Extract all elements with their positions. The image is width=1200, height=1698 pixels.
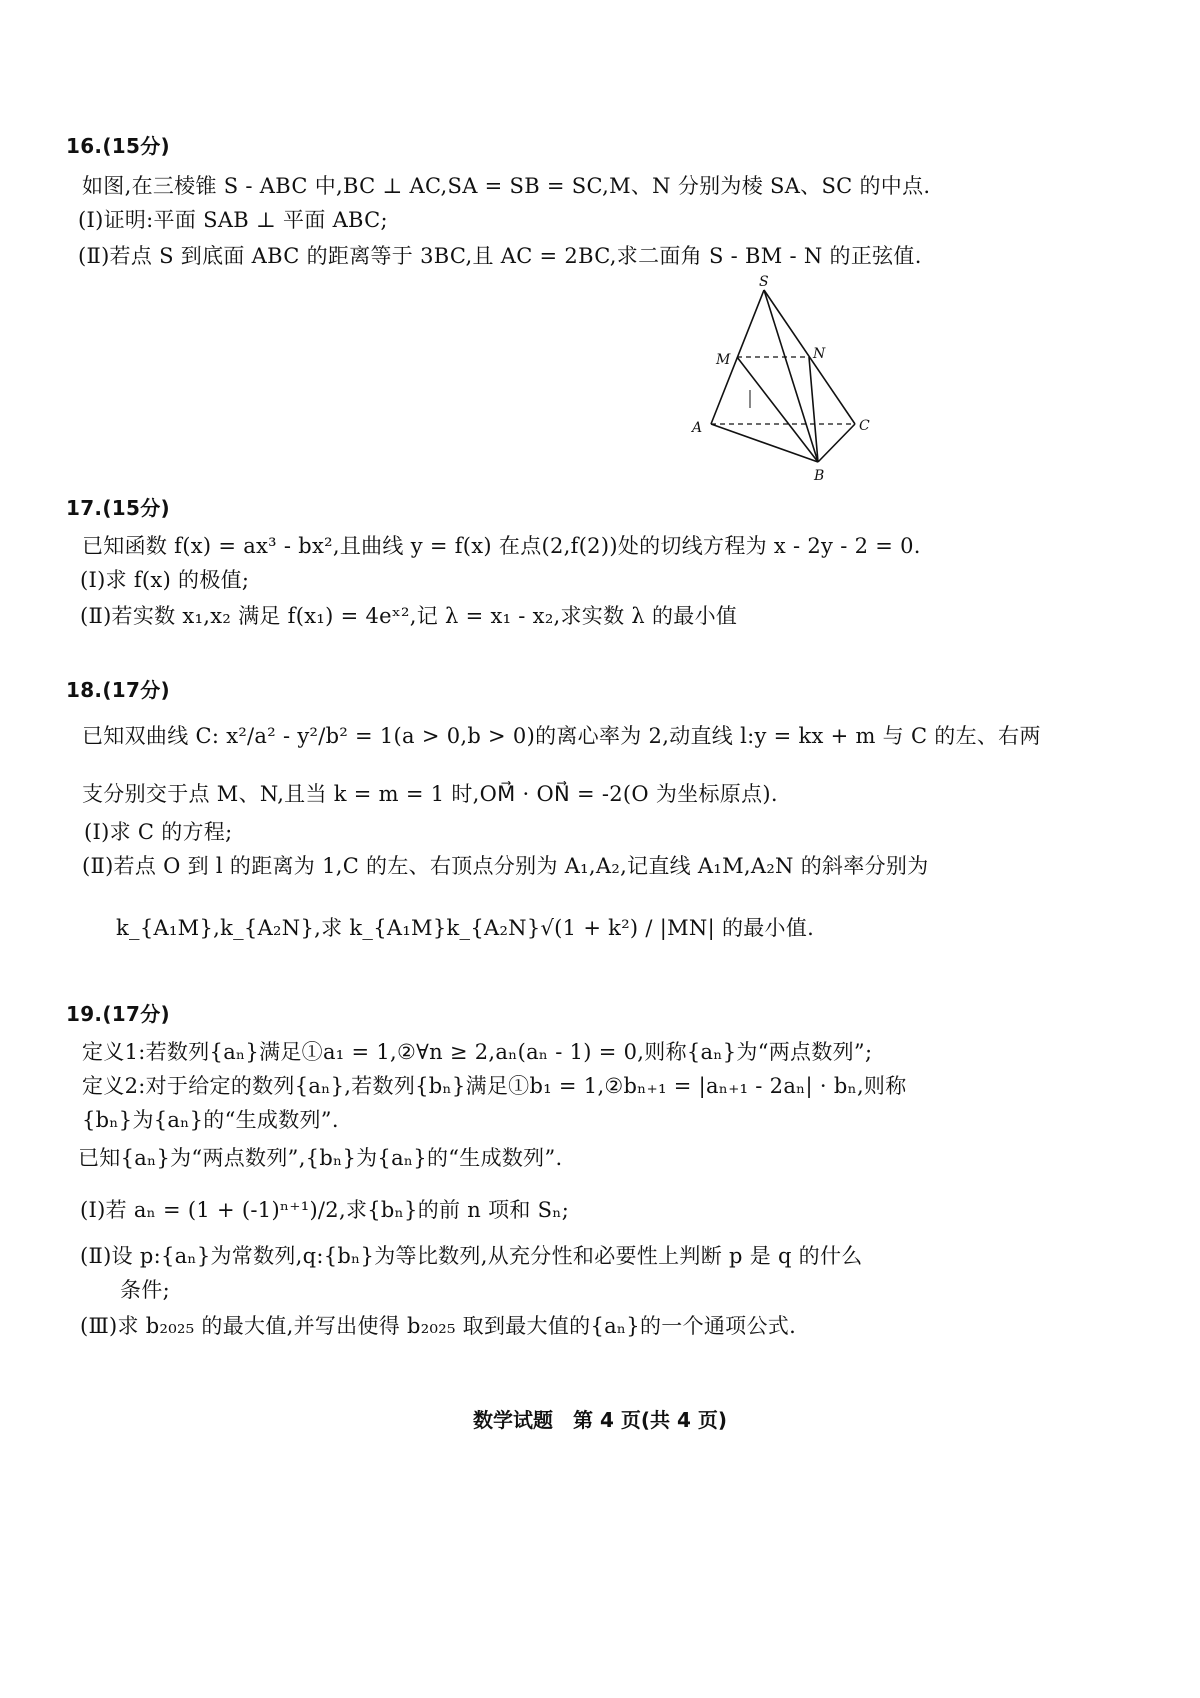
q16-part1: (Ⅰ)证明:平面 SAB ⊥ 平面 ABC;: [78, 208, 388, 232]
q19-definition-2-cont: {bₙ}为{aₙ}的“生成数列”.: [82, 1108, 339, 1132]
q18-stem-line1: 已知双曲线 C: x²/a² - y²/b² = 1(a > 0,b > 0)的离心率为 2,动直线 l:y = kx + m 与 C 的左、右两: [82, 724, 1041, 748]
q16-pyramid-figure: [688, 272, 888, 487]
q17-part2: (Ⅱ)若实数 x₁,x₂ 满足 f(x₁) = 4eˣ²,记 λ = x₁ - x₂,求实数 λ 的最小值: [80, 604, 738, 628]
q18-heading: 18.(17分): [66, 678, 170, 702]
q16-stem: 如图,在三棱锥 S - ABC 中,BC ⊥ AC,SA = SB = SC,M、N 分别为棱 SA、SC 的中点.: [82, 174, 931, 198]
q18-part2: (Ⅱ)若点 O 到 l 的距离为 1,C 的左、右顶点分别为 A₁,A₂,记直线 A₁M,A₂N 的斜率分别为: [82, 854, 929, 878]
q19-part1: (Ⅰ)若 aₙ = (1 + (-1)ⁿ⁺¹)/2,求{bₙ}的前 n 项和 Sₙ;: [80, 1198, 570, 1222]
label-A: A: [692, 420, 703, 436]
label-B: B: [814, 468, 825, 484]
q19-given: 已知{aₙ}为“两点数列”,{bₙ}为{aₙ}的“生成数列”.: [78, 1146, 563, 1170]
q16-part2: (Ⅱ)若点 S 到底面 ABC 的距离等于 3BC,且 AC = 2BC,求二面角 S - BM - N 的正弦值.: [78, 244, 922, 268]
q16-heading: 16.(15分): [66, 134, 170, 158]
page-footer: 数学试题 第 4 页(共 4 页): [473, 1408, 727, 1432]
q19-part3: (Ⅲ)求 b₂₀₂₅ 的最大值,并写出使得 b₂₀₂₅ 取到最大值的{aₙ}的一个通项公式.: [80, 1314, 797, 1338]
q19-part2: (Ⅱ)设 p:{aₙ}为常数列,q:{bₙ}为等比数列,从充分性和必要性上判断 p 是 q 的什么: [80, 1244, 863, 1268]
q17-part1: (Ⅰ)求 f(x) 的极值;: [80, 568, 250, 592]
q19-heading: 19.(17分): [66, 1002, 170, 1026]
q17-stem: 已知函数 f(x) = ax³ - bx²,且曲线 y = f(x) 在点(2,f(2))处的切线方程为 x - 2y - 2 = 0.: [82, 534, 921, 558]
label-S: S: [759, 274, 769, 290]
q19-definition-2: 定义2:对于给定的数列{aₙ},若数列{bₙ}满足①b₁ = 1,②bₙ₊₁ = |aₙ₊₁ - 2aₙ| · bₙ,则称: [82, 1074, 907, 1098]
q19-definition-1: 定义1:若数列{aₙ}满足①a₁ = 1,②∀n ≥ 2,aₙ(aₙ - 1) = 0,则称{aₙ}为“两点数列”;: [82, 1040, 873, 1064]
q18-stem-line2: 支分别交于点 M、N,且当 k = m = 1 时,OM⃗ · ON⃗ = -2(O 为坐标原点).: [82, 782, 778, 806]
q18-part2-line2: k_{A₁M},k_{A₂N},求 k_{A₁M}k_{A₂N}√(1 + k²) / |MN| 的最小值.: [116, 916, 815, 940]
q17-heading: 17.(15分): [66, 496, 170, 520]
label-M: M: [716, 352, 731, 368]
q19-part2-cont: 条件;: [120, 1278, 170, 1302]
label-C: C: [859, 418, 870, 434]
label-N: N: [813, 346, 826, 362]
q18-part1: (Ⅰ)求 C 的方程;: [84, 820, 233, 844]
